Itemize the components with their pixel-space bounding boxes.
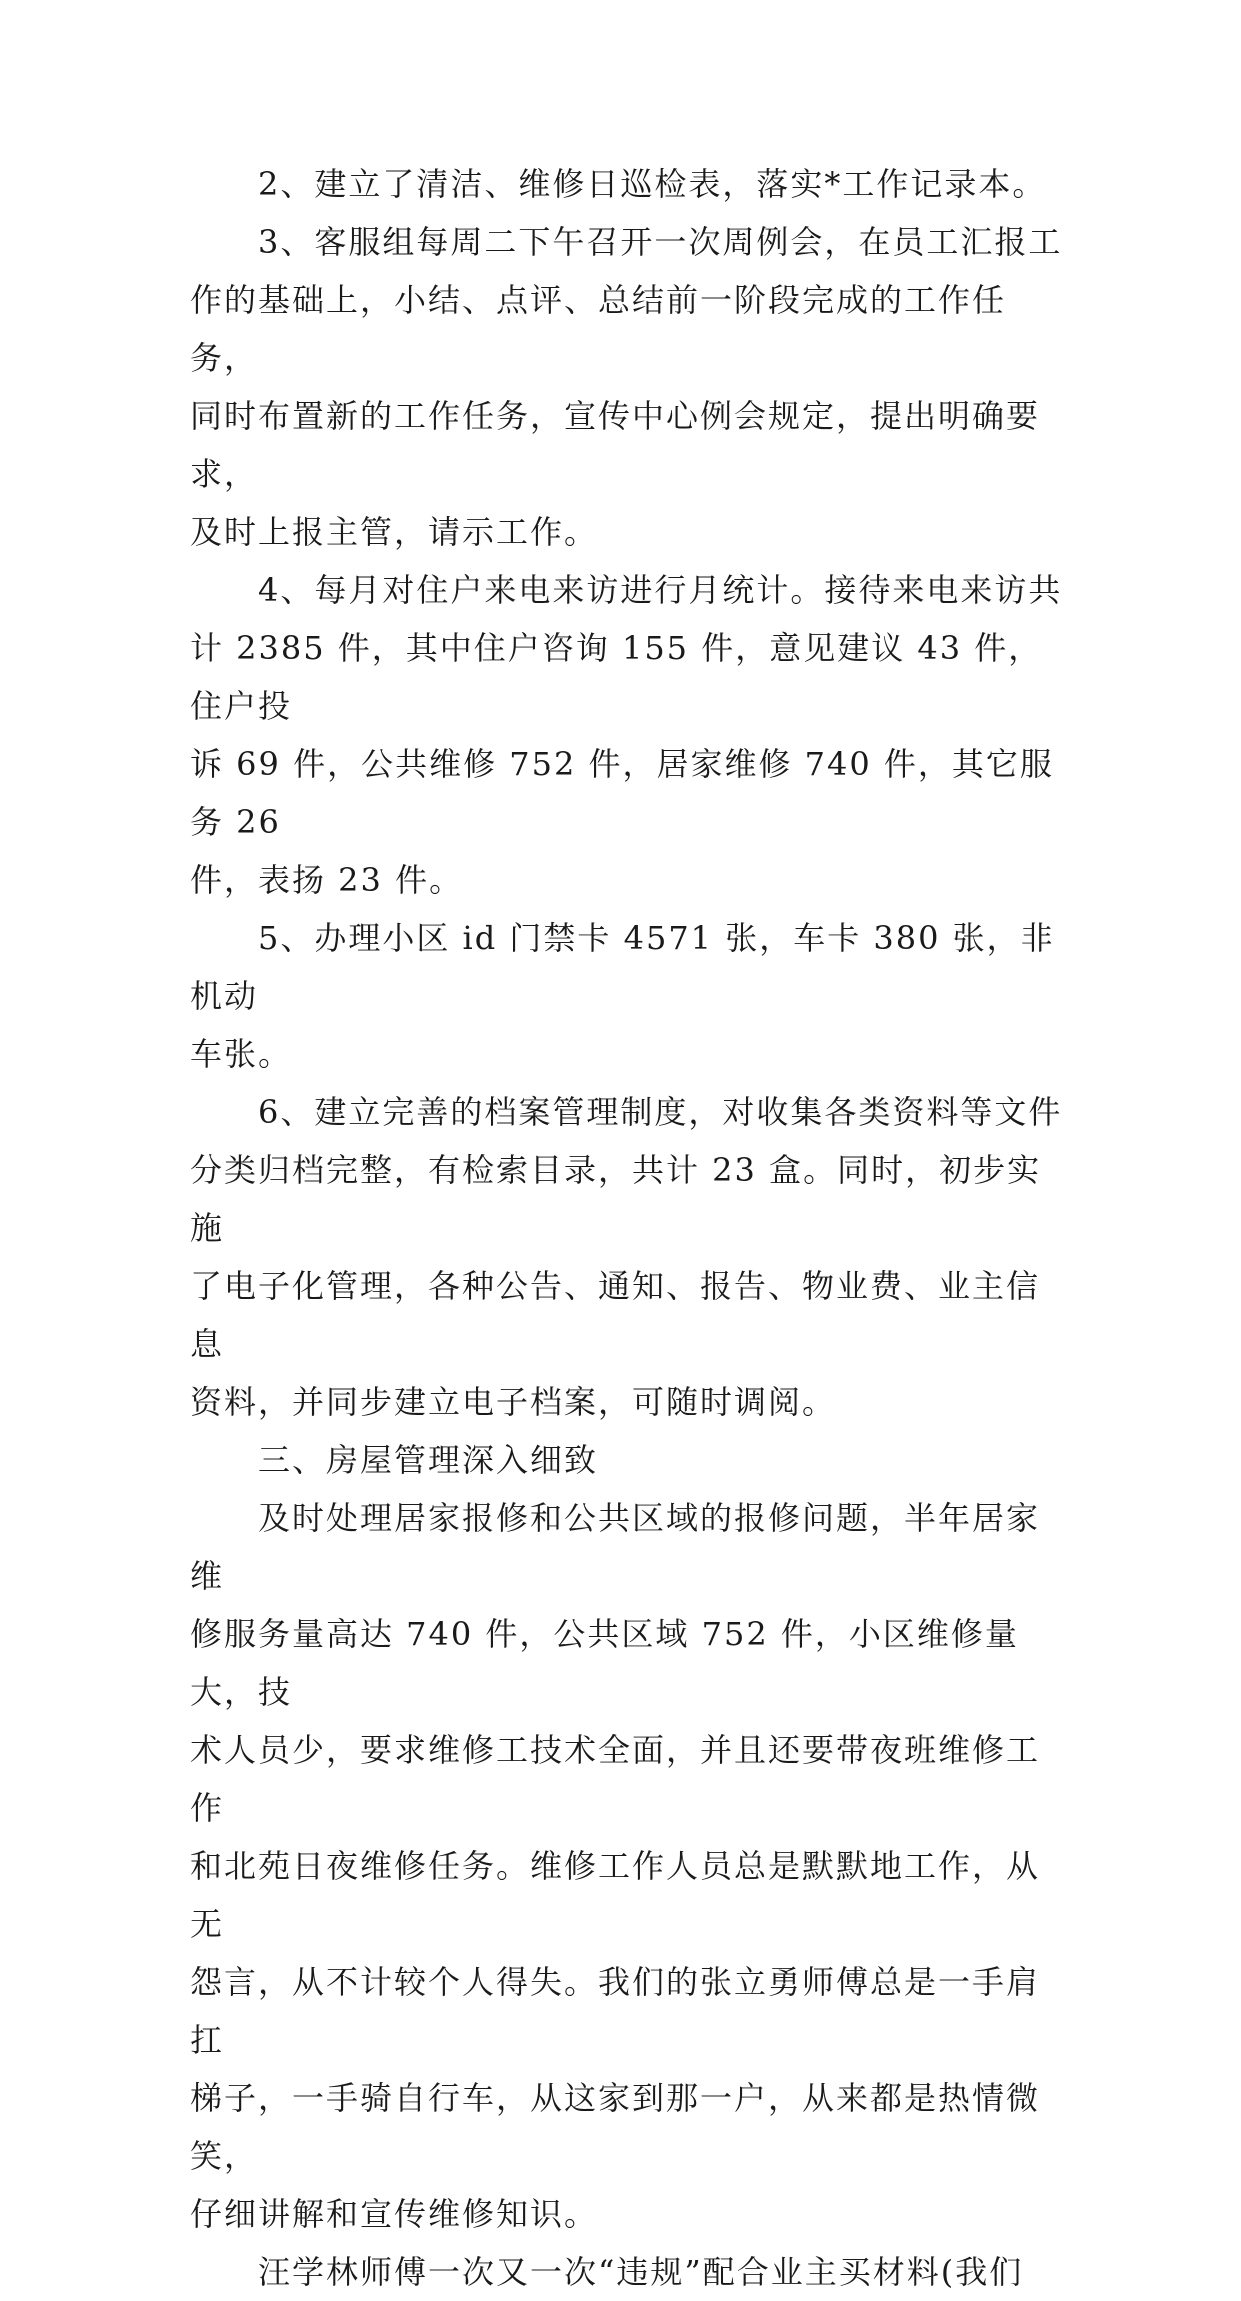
paragraph-item-6: 6、建立完善的档案管理制度，对收集各类资料等文件 分类归档完整，有检索目录，共计 23 盒。同时，初步实施 了电子化管理，各种公告、通知、报告、物业费、业主信息 资料，并同步建立电子档案，可随时调阅。 xyxy=(190,1093,1063,1421)
paragraph-item-4: 4、每月对住户来电来访进行月统计。接待来电来访共 计 2385 件，其中住户咨询 155 件，意见建议 43 件，住户投 诉 69 件，公共维修 752 件，居家维修 740 件，其它服务 26 件，表扬 23 件。 xyxy=(190,571,1063,899)
document-body xyxy=(190,155,1070,2301)
paragraph-item-3: 3、客服组每周二下午召开一次周例会，在员工汇报工 作的基础上，小结、点评、总结前一阶段完成的工作任务， 同时布置新的工作任务，宣传中心例会规定，提出明确要求， 及时上报主管，请示工作。 xyxy=(190,223,1063,551)
section-heading-housing-management: 三、房屋管理深入细致 xyxy=(190,1441,599,1479)
paragraph-repair-service: 及时处理居家报修和公共区域的报修问题，半年居家维 修服务量高达 740 件，公共区域 752 件，小区维修量大，技 术人员少，要求维修工技术全面，并且还要带夜班维修工作 和北苑日夜维修任务。维修工作人员总是默默地工作，从无 怨言，从不计较个人得失。我们的张立勇师傅总是一手肩扛 梯子，一手骑自行车，从这家到那一户，从来都是热情微笑， 仔细讲解和宣传维修知识。 xyxy=(190,1499,1041,2233)
paragraph-wang-xuelin: 汪学林师傅一次又一次“违规”配合业主买材料(我们 xyxy=(190,2253,1024,2291)
paragraph-item-2: 2、建立了清洁、维修日巡检表，落实*工作记录本。 xyxy=(190,165,1047,203)
paragraph-item-5: 5、办理小区 id 门禁卡 4571 张，车卡 380 张，非机动 车张。 xyxy=(190,919,1055,1073)
